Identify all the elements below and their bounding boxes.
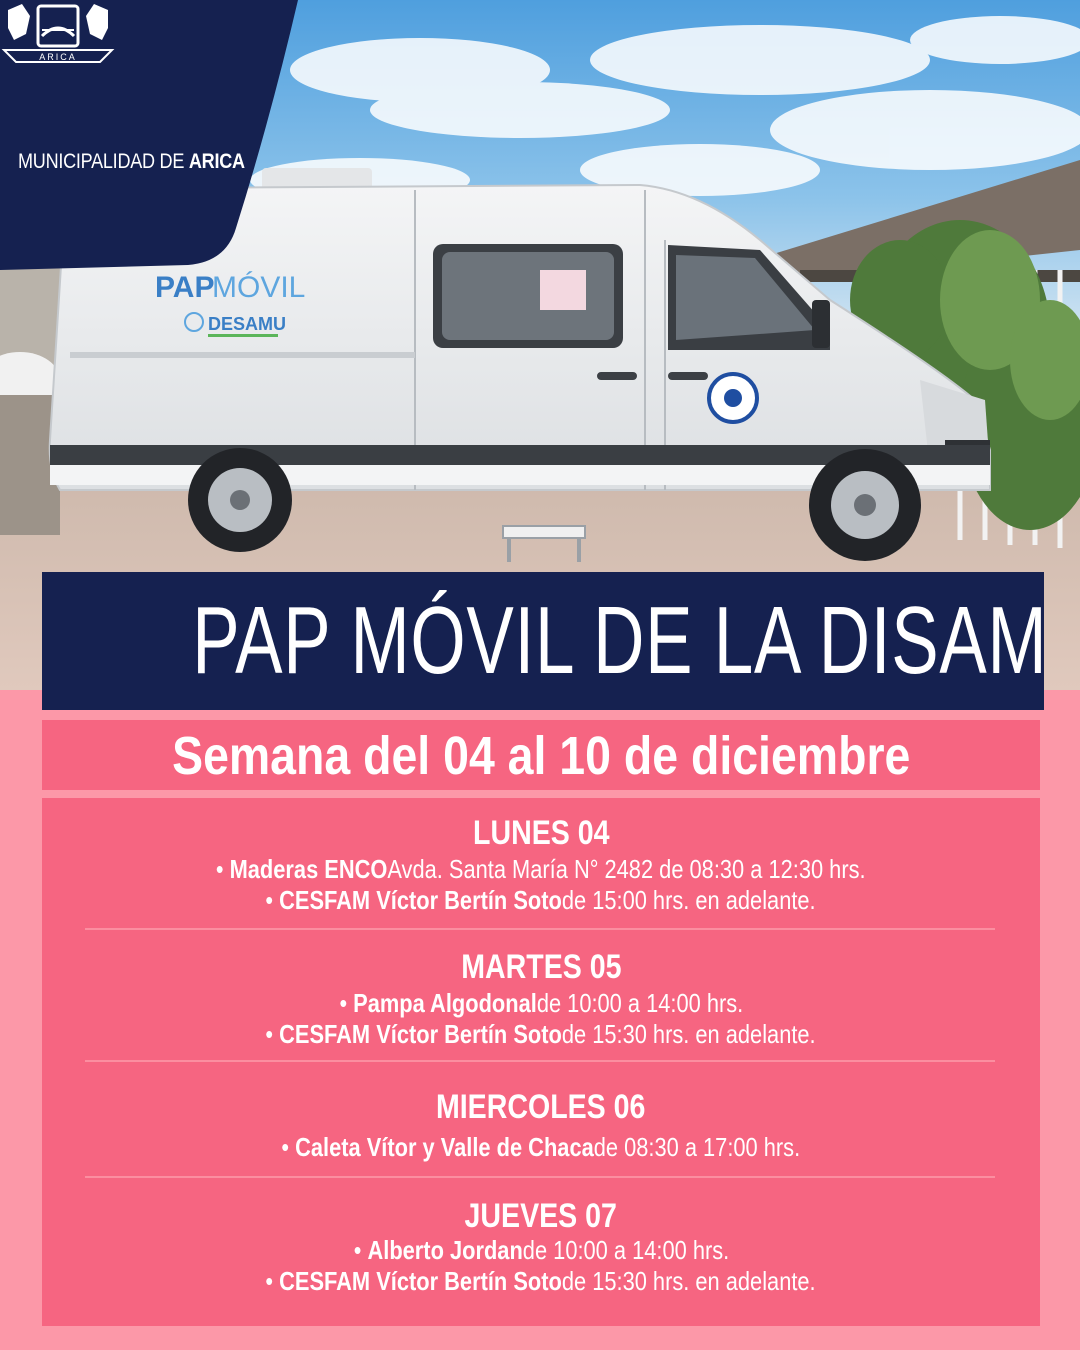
week-label: Semana del 04 al 10 de diciembre [171, 726, 911, 786]
municipality-name-city: ARICA [188, 150, 245, 173]
schedule-day-martes [42, 948, 1040, 1050]
schedule-box [42, 798, 1040, 1326]
day-heading: MIERCOLES 06 [436, 1088, 646, 1126]
municipality-name [18, 150, 245, 174]
municipal-badge [0, 0, 300, 270]
schedule-day-miercoles [42, 1088, 1040, 1163]
schedule-item: • Caleta Vítor y Valle de Chacade 08:30 a 17:00 hrs. [281, 1132, 801, 1162]
schedule-day-lunes [42, 814, 1040, 916]
schedule-day-jueves [42, 1197, 1040, 1297]
van-brand-left: PAP [155, 271, 215, 304]
page-title: PAP MÓVIL DE LA DISAM [192, 587, 1048, 694]
day-heading: MARTES 05 [460, 948, 622, 986]
van-brand-right: MÓVIL [212, 271, 306, 304]
crest-city-label: ARICA [39, 52, 77, 62]
day-heading: JUEVES 07 [464, 1197, 618, 1235]
title-banner [42, 572, 1048, 710]
schedule-item: • Pampa Algodonalde 10:00 a 14:00 hrs. [339, 988, 743, 1018]
municipality-name-prefix: MUNICIPALIDAD DE [18, 150, 189, 173]
divider [85, 1060, 995, 1062]
van-sub-label: DESAMU [208, 314, 287, 334]
schedule-item: • CESFAM Víctor Bertín Sotode 15:30 hrs. en adelante. [265, 1019, 817, 1049]
divider [85, 1176, 995, 1178]
week-banner [42, 720, 1040, 790]
day-heading: LUNES 04 [472, 814, 610, 852]
divider [85, 928, 995, 930]
schedule-item: • Maderas ENCOAvda. Santa María N° 2482 de 08:30 a 12:30 hrs. [216, 854, 866, 884]
municipal-crest-icon [0, 0, 116, 78]
schedule-item: • CESFAM Víctor Bertín Sotode 15:00 hrs. en adelante. [265, 885, 817, 915]
schedule-item: • CESFAM Víctor Bertín Sotode 15:30 hrs. en adelante. [265, 1266, 817, 1296]
schedule-item: • Alberto Jordande 10:00 a 14:00 hrs. [353, 1235, 729, 1265]
